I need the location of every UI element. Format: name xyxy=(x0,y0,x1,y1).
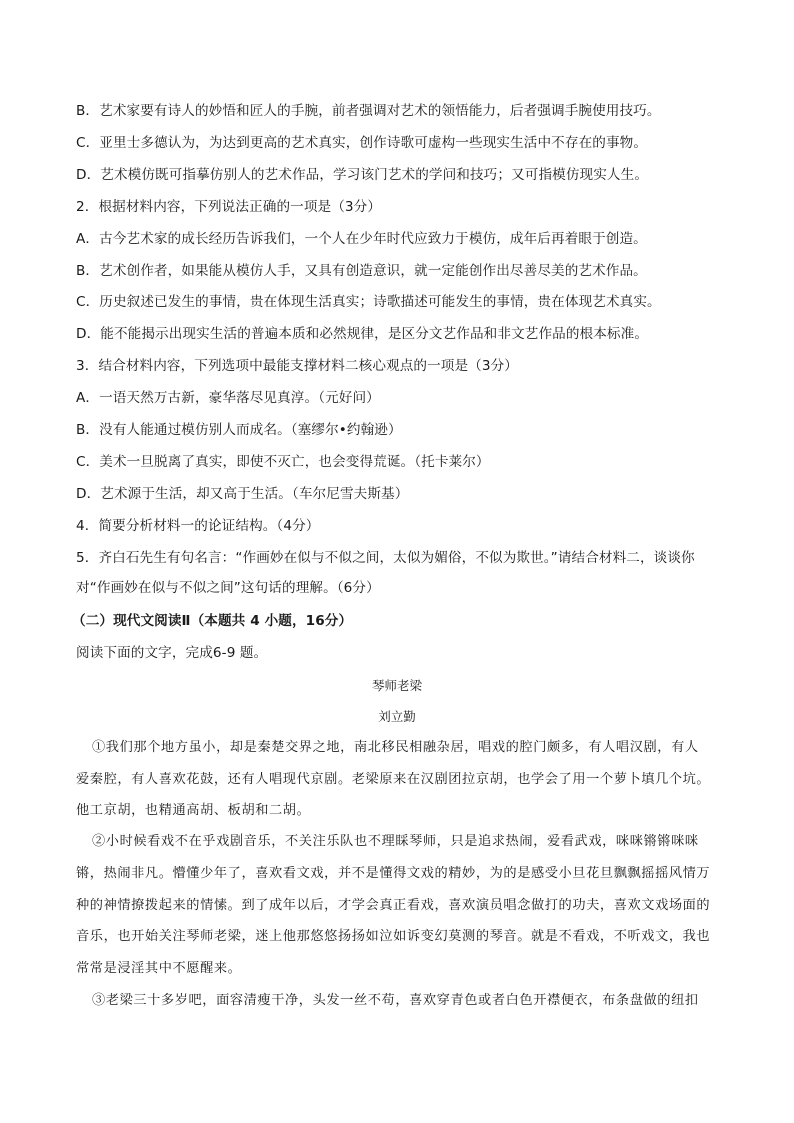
section-instruction: 阅读下面的文字，完成6-9 题。 xyxy=(76,645,268,661)
q1-option-b: B．艺术家要有诗人的妙悟和匠人的手腕，前者强调对艺术的领悟能力，后者强调手腕使用技巧。 xyxy=(76,103,661,119)
q4-stem: 4．简要分析材料一的论证结构。（4分） xyxy=(76,518,320,534)
passage-author: 刘立勤 xyxy=(378,709,416,724)
paragraph-2-line-3: 种的神情撩拨起来的情愫。到了成年以后，才学会真正看戏，喜欢演员唱念做打的功夫，喜欢文戏场面的 xyxy=(76,898,711,913)
q1-option-d: D．艺术模仿既可指摹仿别人的艺术作品，学习该门艺术的学问和技巧；又可指模仿现实人生。 xyxy=(76,167,649,183)
q5-stem-line1: 5．齐白石先生有句名言：“作画妙在似与不似之间，太似为媚俗，不似为欺世。”请结合材料二，谈谈你 xyxy=(76,550,695,566)
q5-stem-line2: 对“作画妙在似与不似之间”这句话的理解。（6分） xyxy=(76,580,380,596)
q3-option-a: A．一语天然万古新，豪华落尽见真淳。（元好问） xyxy=(76,390,380,406)
q3-stem: 3．结合材料内容，下列选项中最能支撑材料二核心观点的一项是（3分） xyxy=(76,358,519,374)
passage-title: 琴师老梁 xyxy=(371,678,422,693)
q2-option-d: D．能不能揭示出现实生活的普遍本质和必然规律，是区分文艺作品和非文艺作品的根本标准。 xyxy=(76,326,649,342)
q2-option-a: A．古今艺术家的成长经历告诉我们，一个人在少年时代应致力于模仿，成年后再着眼于创造。 xyxy=(76,231,647,247)
paragraph-2-line-2: 锵，热闹非凡。懵懂少年了，喜欢看文戏，并不是懂得文戏的精妙，为的是感受小旦花旦飘飘摇摇风情万 xyxy=(76,866,711,881)
q2-option-c: C．历史叙述已发生的事情，贵在体现生活真实；诗歌描述可能发生的事情，贵在体现艺术真实。 xyxy=(76,294,661,310)
paragraph-3-line-1: ③老梁三十多岁吧，面容清瘦干净，头发一丝不苟，喜欢穿青色或者白色开襟便衣，布条盘做的纽扣 xyxy=(92,993,699,1008)
q2-stem: 2．根据材料内容，下列说法正确的一项是（3分） xyxy=(76,199,382,215)
q1-option-c: C．亚里士多德认为，为达到更高的艺术真实，创作诗歌可虚构一些现实生活中不存在的事物。 xyxy=(76,135,648,151)
section-heading: （二）现代文阅读Ⅱ（本题共 4 小题，16分） xyxy=(72,613,353,629)
paragraph-2-line-1: ②小时候看戏不在乎戏剧音乐，不关注乐队也不理睬琴师，只是追求热闹，爱看武戏，咪咪锵锵咪咪 xyxy=(92,834,699,849)
q3-option-c: C．美术一旦脱离了真实，即使不灭亡，也会变得荒诞。（托卡莱尔） xyxy=(76,454,490,470)
paragraph-2-line-5: 常常是浸淫其中不愿醒来。 xyxy=(76,961,242,976)
paragraph-1-line-3: 他工京胡，也精通高胡、板胡和二胡。 xyxy=(76,803,311,818)
q3-option-d: D．艺术源于生活，却又高于生活。（车尔尼雪夫斯基） xyxy=(76,486,409,502)
paragraph-1-line-2: 爱秦腔，有人喜欢花鼓，还有人唱现代京剧。老梁原来在汉剧团拉京胡，也学会了用一个萝卜填几个坑。 xyxy=(76,772,711,787)
q3-option-b: B．没有人能通过模仿别人而成名。（塞缪尔•约翰逊） xyxy=(76,422,402,438)
q2-option-b: B．艺术创作者，如果能从模仿人手，又具有创造意识，就一定能创作出尽善尽美的艺术作品。 xyxy=(76,263,647,279)
paragraph-2-line-4: 音乐，也开始关注琴师老梁，迷上他那悠悠扬扬如泣如诉变幻莫测的琴音。就是不看戏，不听戏文，我也 xyxy=(76,929,711,944)
paragraph-1-line-1: ①我们那个地方虽小，却是秦楚交界之地，南北移民相融杂居，唱戏的腔门颇多，有人唱汉剧，有人 xyxy=(92,740,699,755)
